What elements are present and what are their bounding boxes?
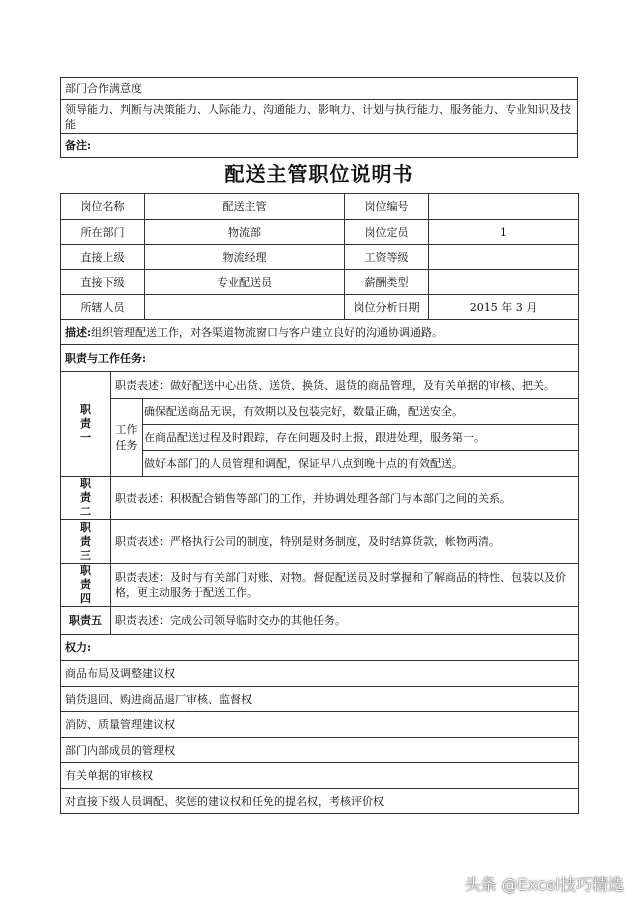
power-item: 部门内部成员的管理权: [61, 738, 579, 763]
top-table: [60, 77, 578, 158]
info-label: 直接下级: [61, 270, 145, 295]
info-value: 1: [429, 220, 579, 245]
duty3-statement: 职责表述：严格执行公司的制度，特别是财务制度，及时结算货款，帐物两清。: [111, 520, 579, 564]
info-label: 岗位定员: [345, 220, 429, 245]
info-value: 专业配送员: [145, 270, 345, 295]
info-value: [429, 270, 579, 295]
info-value: [429, 245, 579, 270]
powers-header: 权力:: [61, 635, 579, 661]
task-label: 工作任务: [111, 399, 143, 477]
power-item: 商品布局及调整建议权: [61, 661, 579, 687]
info-row: [61, 194, 579, 220]
task-item: 在商品配送过程及时跟踪，存在问题及时上报，跟进处理，服务第一。: [143, 425, 579, 451]
info-value: [429, 194, 579, 220]
info-label: 岗位分析日期: [345, 295, 429, 320]
info-label: 薪酬类型: [345, 270, 429, 295]
info-label: 岗位编号: [345, 194, 429, 220]
duties-table: [60, 319, 579, 814]
abilities-text: 领导能力、判断与决策能力、人际能力、沟通能力、影响力、计划与执行能力、服务能力、专业知识及技能: [61, 100, 578, 134]
duty4-label: 职 责 四: [61, 564, 111, 607]
info-value: 物流经理: [145, 245, 345, 270]
info-value: [145, 295, 345, 320]
description-text: 组织管理配送工作，对各渠道物流窗口与客户建立良好的沟通协调通路。: [91, 325, 444, 339]
info-row: [61, 295, 579, 320]
info-label: 岗位名称: [61, 194, 145, 220]
power-item: 销货退回、购进商品退厂审核、监督权: [61, 687, 579, 712]
info-label: 所在部门: [61, 220, 145, 245]
info-label: 工资等级: [345, 245, 429, 270]
duty3-label: 职 责 三: [61, 520, 111, 564]
info-value: 物流部: [145, 220, 345, 245]
power-item: 消防、质量管理建议权: [61, 712, 579, 738]
info-label: 所辖人员: [61, 295, 145, 320]
duty5-statement: 职责表述：完成公司领导临时交办的其他任务。: [111, 607, 579, 635]
remarks-label: 备注:: [61, 134, 578, 158]
info-label: 直接上级: [61, 245, 145, 270]
duty2-statement: 职责表述：积极配合销售等部门的工作，并协调处理各部门与本部门之间的关系。: [111, 477, 579, 520]
dept-satisfaction: 部门合作满意度: [61, 78, 578, 100]
info-row: [61, 270, 579, 295]
description-cell: [61, 320, 579, 345]
duties-header: 职责与工作任务:: [61, 345, 579, 372]
info-table: [60, 193, 579, 320]
info-row: [61, 220, 579, 245]
duty5-label: 职责五: [61, 607, 111, 635]
info-value: 2015 年 3 月: [429, 295, 579, 320]
task-item: 确保配送商品无误，有效期以及包装完好，数量正确，配送安全。: [143, 399, 579, 425]
duty1-statement: 职责表述：做好配送中心出货、送货、换货、退货的商品管理，及有关单据的审核、把关。: [111, 372, 579, 399]
watermark: 头条 @Excel技巧精选: [464, 875, 624, 894]
power-item: 有关单据的审核权: [61, 763, 579, 789]
info-value: 配送主管: [145, 194, 345, 220]
description-label: 描述:: [65, 325, 92, 339]
task-item: 做好本部门的人员管理和调配，保证早八点到晚十点的有效配送。: [143, 451, 579, 477]
info-row: [61, 245, 579, 270]
power-item: 对直接下级人员调配、奖惩的建议权和任免的提名权，考核评价权: [61, 789, 579, 814]
duty4-statement: 职责表述：及时与有关部门对账、对物。督促配送员及时掌握和了解商品的特性、包装以及价格，更主动服务于配送工作。: [111, 564, 579, 607]
duty2-label: 职 责 二: [61, 477, 111, 520]
duty1-label: 职 责 一: [61, 372, 111, 477]
doc-title: 配送主管职位说明书: [224, 162, 414, 186]
